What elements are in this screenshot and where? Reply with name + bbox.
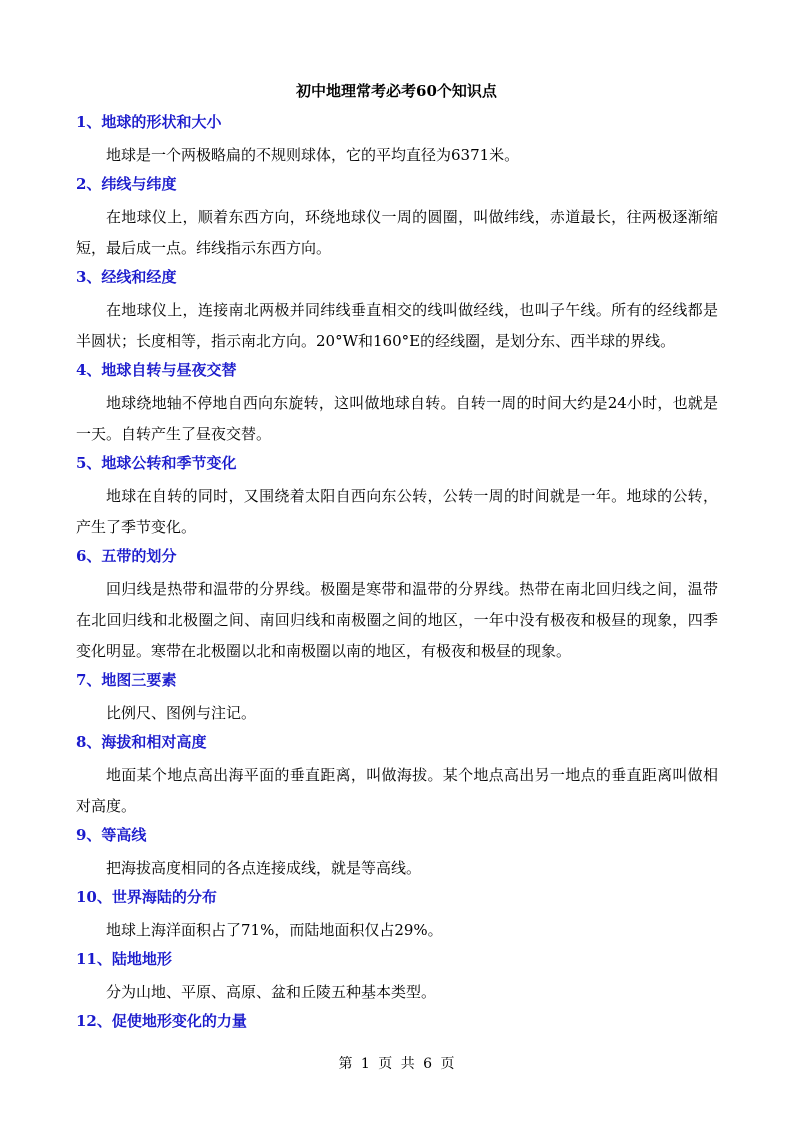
section: [76, 885, 718, 946]
section: [76, 823, 718, 884]
section: [76, 947, 718, 1008]
section-heading: 2、纬线与纬度: [76, 175, 177, 193]
section-heading: 12、促使地形变化的力量: [76, 1012, 247, 1030]
section: [76, 172, 718, 264]
document-title: 初中地理常考必考60个知识点: [296, 82, 497, 100]
section-paragraph: 比例尺、图例与注记。: [106, 704, 257, 722]
section: [76, 668, 718, 729]
page-number: 第 1 页 共 6 页: [338, 1056, 455, 1072]
section-paragraph: 在地球仪上，连接南北两极并同纬线垂直相交的线叫做经线，也叫子午线。所有的经线都是半圆状；长度相等，指示南北方向。20°W和160°E的经线圈，是划分东、西半球的界线。: [76, 301, 718, 350]
section-paragraph: 把海拔高度相同的各点连接成线，就是等高线。: [106, 859, 422, 877]
section-heading: 4、地球自转与昼夜交替: [76, 361, 237, 379]
section: [76, 730, 718, 822]
section-heading: 11、陆地地形: [76, 950, 172, 968]
section: [76, 544, 718, 667]
section-paragraph: 分为山地、平原、高原、盆和丘陵五种基本类型。: [106, 983, 437, 1001]
section-heading: 9、等高线: [76, 826, 147, 844]
section: [76, 265, 718, 357]
section-heading: 6、五带的划分: [76, 547, 177, 565]
section-paragraph: 在地球仪上，顺着东西方向，环绕地球仪一周的圆圈，叫做纬线，赤道最长，往两极逐渐缩短，最后成一点。纬线指示东西方向。: [76, 208, 718, 257]
section-heading: 3、经线和经度: [76, 268, 177, 286]
section-heading: 10、世界海陆的分布: [76, 888, 217, 906]
section: [76, 358, 718, 450]
section-paragraph: 地球绕地轴不停地自西向东旋转，这叫做地球自转。自转一周的时间大约是24小时，也就是一天。自转产生了昼夜交替。: [76, 394, 718, 443]
section-heading: 8、海拔和相对高度: [76, 733, 207, 751]
section: [76, 110, 718, 171]
section-paragraph: 地球在自转的同时，又围绕着太阳自西向东公转，公转一周的时间就是一年。地球的公转，产生了季节变化。: [76, 487, 718, 536]
section: [76, 1009, 718, 1033]
section: [76, 451, 718, 543]
section-paragraph: 地球是一个两极略扁的不规则球体，它的平均直径为6371米。: [106, 146, 520, 164]
section-paragraph: 地球上海洋面积占了71%，而陆地面积仅占29%。: [106, 921, 443, 939]
section-heading: 5、地球公转和季节变化: [76, 454, 237, 472]
section-heading: 7、地图三要素: [76, 671, 177, 689]
section-paragraph: 回归线是热带和温带的分界线。极圈是寒带和温带的分界线。热带在南北回归线之间，温带在北回归线和北极圈之间、南回归线和南极圈之间的地区，一年中没有极夜和极昼的现象，四季变化明显。寒带在北极圈以北和南极圈以南的地区，有极夜和极昼的现象。: [76, 580, 718, 660]
section-paragraph: 地面某个地点高出海平面的垂直距离，叫做海拔。某个地点高出另一地点的垂直距离叫做相对高度。: [76, 766, 718, 815]
document-body: [76, 110, 718, 1039]
section-heading: 1、地球的形状和大小: [76, 113, 222, 131]
